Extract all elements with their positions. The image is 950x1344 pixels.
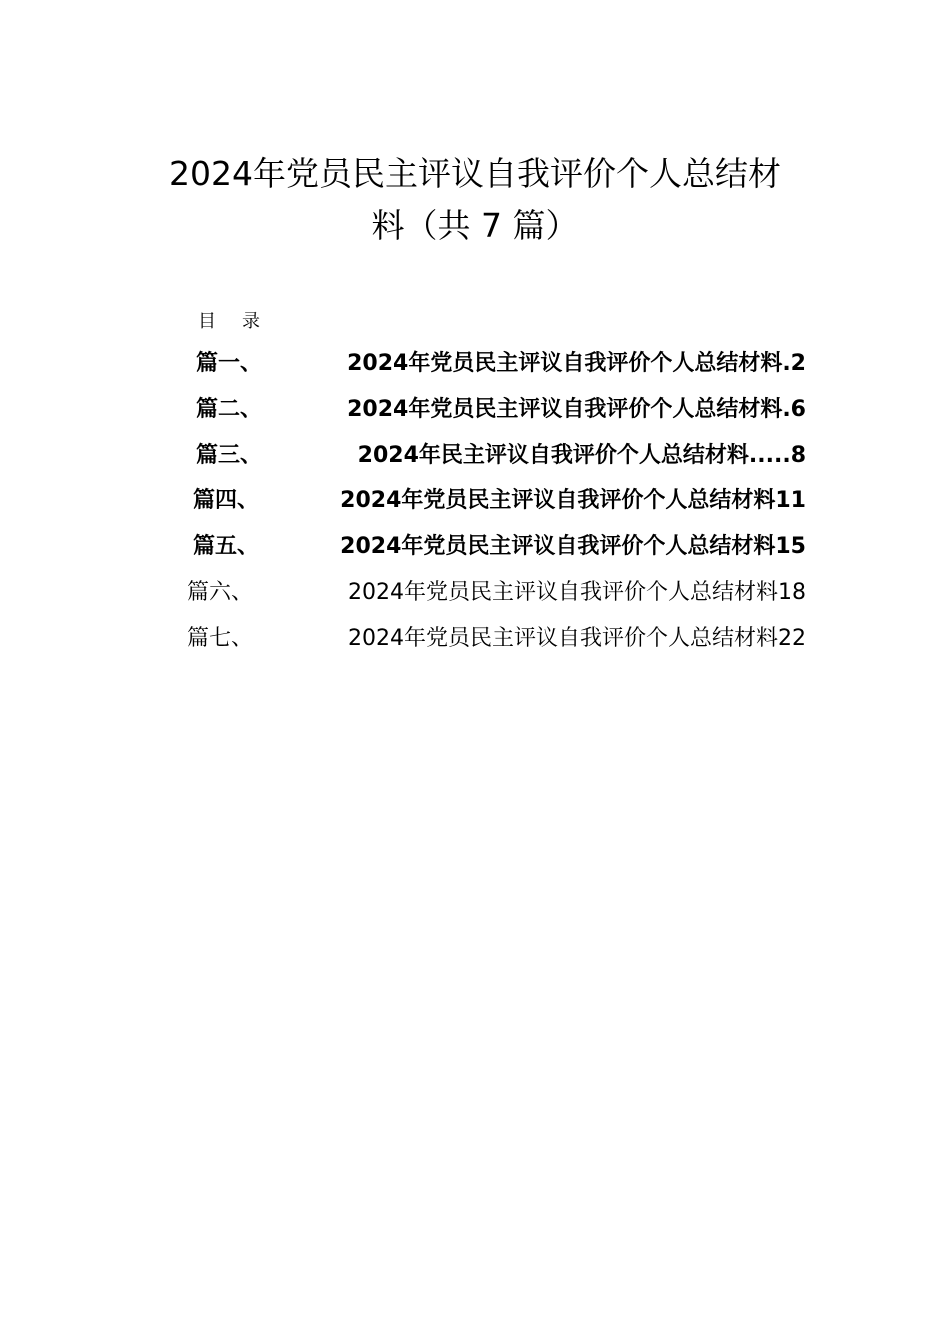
toc-entry-number: 篇五、 (193, 534, 260, 559)
toc-entry-2[interactable] (196, 390, 806, 430)
toc-entry-6[interactable] (187, 573, 806, 613)
title-line-1: 2024年党员民主评议自我评价个人总结材 (169, 154, 781, 193)
toc-entry-number: 篇四、 (193, 488, 260, 513)
toc-entry-number: 篇二、 (196, 397, 263, 422)
toc-entry-text: 2024年党员民主评议自我评价个人总结材料11 (340, 488, 806, 513)
toc-entry-3[interactable] (196, 436, 806, 476)
document-title (120, 148, 830, 252)
toc-entry-4[interactable] (193, 481, 806, 521)
toc-entry-7[interactable] (187, 619, 806, 659)
toc-entry-text: 2024年党员民主评议自我评价个人总结材料22 (348, 626, 806, 651)
toc-entry-text: 2024年党员民主评议自我评价个人总结材料18 (348, 580, 806, 605)
toc-entry-text: 2024年党员民主评议自我评价个人总结材料15 (340, 534, 806, 559)
toc-heading: 目录 (198, 311, 286, 332)
toc-entry-text: 2024年党员民主评议自我评价个人总结材料.6 (347, 397, 806, 422)
toc-entry-text: 2024年党员民主评议自我评价个人总结材料.2 (347, 351, 806, 376)
toc-entry-number: 篇七、 (187, 626, 254, 651)
toc-entry-number: 篇一、 (196, 351, 263, 376)
toc-entry-number: 篇六、 (187, 580, 254, 605)
title-line-2: 料（共 7 篇） (371, 206, 579, 245)
toc-entry-1[interactable] (196, 344, 806, 384)
toc-entry-5[interactable] (193, 527, 806, 567)
toc-entry-text: 2024年民主评议自我评价个人总结材料.....8 (357, 443, 806, 468)
toc-entry-number: 篇三、 (196, 443, 263, 468)
